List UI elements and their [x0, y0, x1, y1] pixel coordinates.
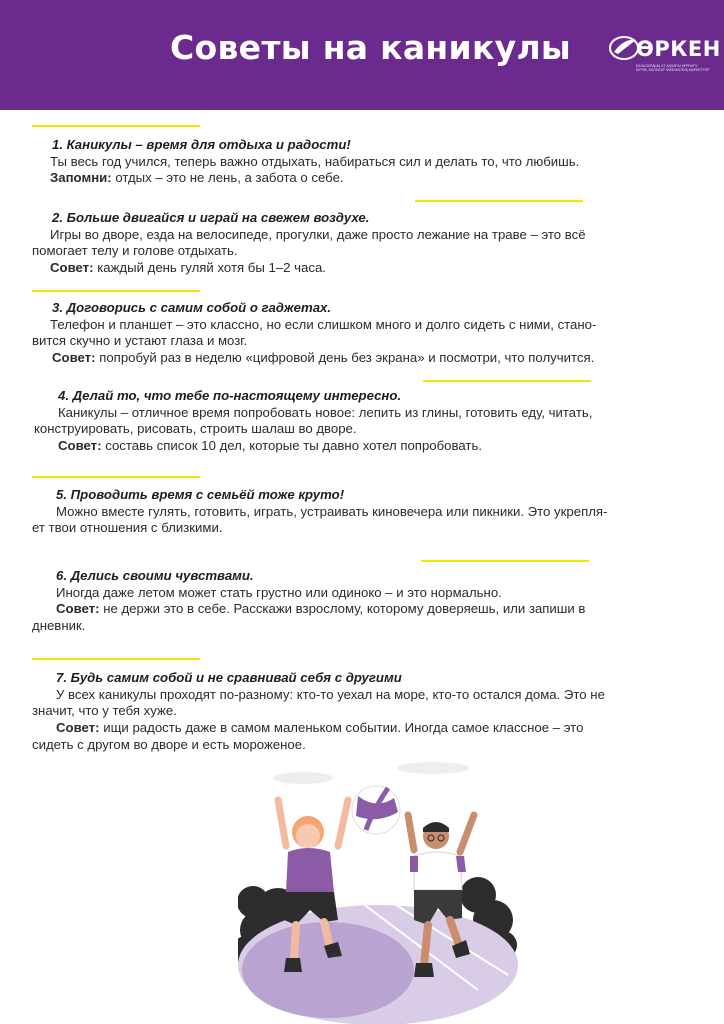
accent-bar — [421, 560, 589, 562]
tip-title: 3. Договорись с самим собой о гаджетах. — [52, 300, 332, 315]
tip-title: 1. Каникулы – время для отдыха и радости! — [52, 137, 351, 152]
tip-advice — [32, 170, 692, 187]
tip-7 — [32, 670, 696, 754]
tip-note: ищи радость даже в самом маленьком событии. Иногда самое классное – это — [103, 720, 584, 736]
tip-title: 6. Делись своими чувствами. — [56, 568, 254, 583]
tip-text: Телефон и планшет – это классно, но если слишком много и долго сидеть с ними, стано- — [50, 316, 597, 332]
tip-advice — [34, 438, 694, 455]
tip-3 — [32, 300, 692, 367]
tip-body — [32, 504, 696, 537]
accent-bar — [423, 380, 591, 382]
tip-body — [32, 585, 696, 635]
tip-1 — [32, 137, 692, 187]
tip-label: Совет: — [52, 350, 96, 366]
tip-advice — [32, 601, 696, 618]
accent-bar — [32, 658, 200, 660]
tip-2 — [32, 210, 692, 277]
tip-text: вится скучно и устают глаза и мозг. — [32, 333, 248, 349]
tip-advice — [32, 350, 692, 367]
tip-label: Совет: — [58, 438, 102, 454]
ball-icon — [352, 786, 400, 834]
tip-note: отдых – это не лень, а забота о себе. — [115, 170, 344, 186]
cloud-icon — [273, 762, 469, 784]
tip-text: Ты весь год учился, теперь важно отдыхать, набираться сил и делать то, что любишь. — [50, 153, 580, 169]
logo-subtitle: БАЛАЛАРДЫҢ АТ-АҚЛАРЫ ҚҰРҒЫРУ БІРЛІК, БАЛАЛАР ФИЗИКАЛЫҚ МАРКЕТТЕР — [636, 64, 710, 73]
kids-playing-illustration — [238, 760, 518, 1024]
tip-advice — [32, 260, 692, 277]
tip-text: Игры во дворе, езда на велосипеде, прогулки, даже просто лежание на траве – это всё — [50, 226, 586, 242]
page-title: Советы на каникулы — [170, 28, 572, 67]
tip-title: 4. Делай то, что тебе по-настоящему интересно. — [58, 388, 402, 403]
tip-body — [32, 317, 692, 367]
orken-logo — [606, 26, 721, 88]
tip-text: У всех каникулы проходят по-разному: кто-то уехал на море, кто-то остался дома. Это не — [56, 686, 605, 702]
accent-bar — [32, 125, 200, 127]
tip-title: 2. Больше двигайся и играй на свежем воздухе. — [52, 210, 370, 225]
tip-text: Каникулы – отличное время попробовать новое: лепить из глины, готовить еду, читать, — [58, 404, 593, 420]
tip-text: значит, что у тебя хуже. — [32, 703, 177, 719]
tip-4 — [34, 388, 694, 455]
tip-title: 7. Будь самим собой и не сравнивай себя с другими — [56, 670, 402, 685]
tip-note: не держи это в себе. Расскажи взрослому, которому доверяешь, или запиши в — [103, 601, 586, 617]
tip-body — [34, 405, 694, 455]
accent-bar — [32, 290, 200, 292]
tip-note: попробуй раз в неделю «цифровой день без экрана» и посмотри, что получится. — [99, 350, 595, 366]
page-header — [0, 0, 724, 110]
tip-6 — [32, 568, 696, 635]
tip-text: Можно вместе гулять, готовить, играть, устраивать киновечера или пикники. Это укрепля- — [56, 503, 608, 519]
tip-text: конструировать, рисовать, строить шалаш во дворе. — [34, 421, 357, 437]
tip-5 — [32, 487, 696, 537]
tip-note: каждый день гуляй хотя бы 1–2 часа. — [97, 260, 326, 276]
tip-text: помогает телу и голове отдыхать. — [32, 243, 238, 259]
tip-body — [32, 154, 692, 187]
tip-note: дневник. — [32, 618, 86, 634]
logo-text: ӨРКЕН — [636, 37, 721, 61]
tip-label: Запомни: — [50, 170, 112, 186]
tip-label: Совет: — [50, 260, 94, 276]
tip-label: Совет: — [56, 601, 100, 617]
tip-body — [32, 227, 692, 277]
tip-label: Совет: — [56, 720, 100, 736]
tip-advice — [32, 720, 696, 737]
tip-note: составь список 10 дел, которые ты давно хотел попробовать. — [105, 438, 482, 454]
tip-note: сидеть с другом во дворе и есть мороженое. — [32, 736, 306, 752]
accent-bar — [415, 200, 583, 202]
tip-title: 5. Проводить время с семьёй тоже круто! — [56, 487, 345, 502]
accent-bar — [32, 476, 200, 478]
tip-body — [32, 687, 696, 754]
tip-text: Иногда даже летом может стать грустно или одиноко – и это нормально. — [56, 584, 502, 600]
tip-text: ет твои отношения с близкими. — [32, 520, 223, 536]
